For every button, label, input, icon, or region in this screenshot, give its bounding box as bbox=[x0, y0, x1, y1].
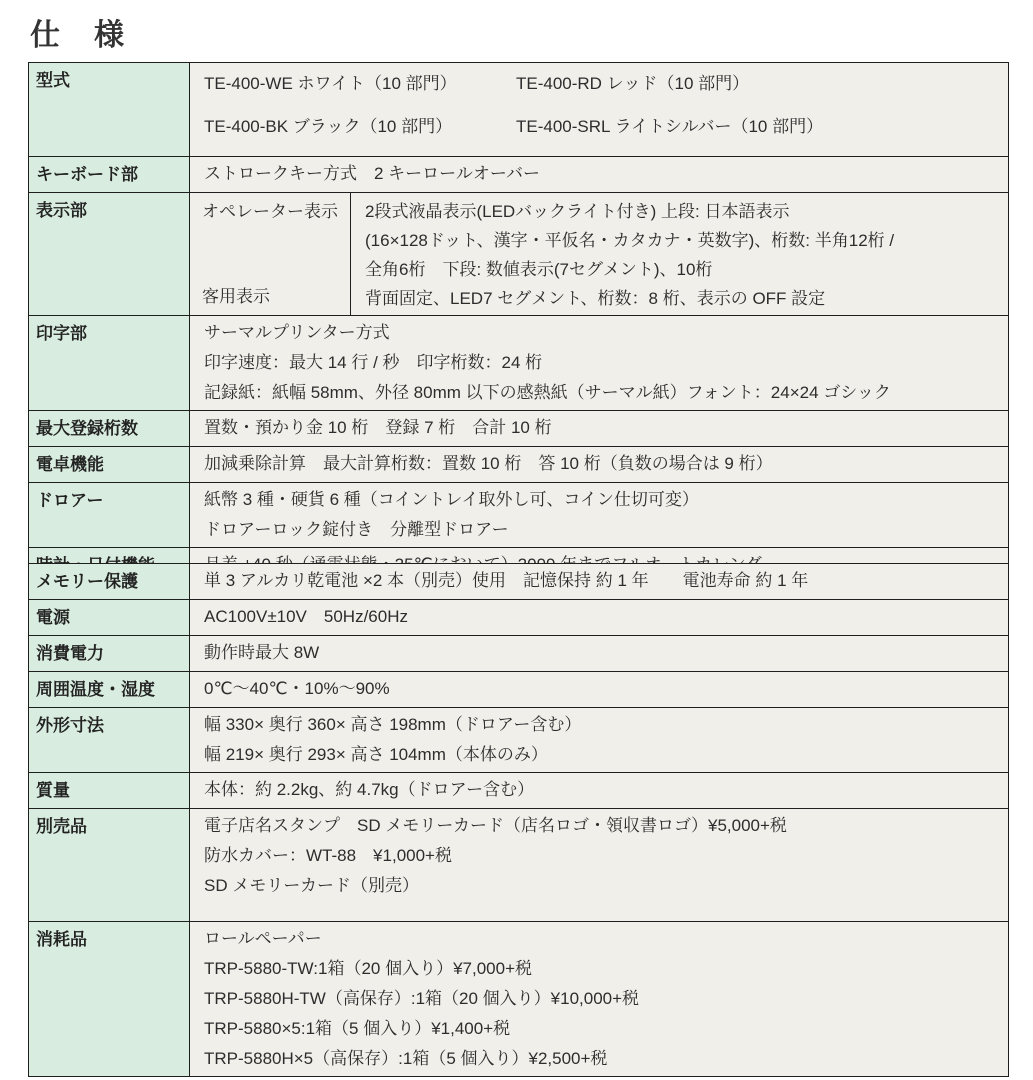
row-content bbox=[190, 564, 1008, 599]
row-content bbox=[190, 157, 1008, 192]
spec-line: 印字速度：最大 14 行 / 秒 印字桁数：24 桁 bbox=[204, 353, 543, 372]
spec-table-main bbox=[28, 62, 1009, 584]
spec-line: TRP-5880×5:1箱（5 個入り）¥1,400+税 bbox=[204, 1019, 511, 1038]
spec-table-secondary bbox=[28, 563, 1009, 1077]
row-content bbox=[190, 600, 1008, 635]
row-content bbox=[190, 316, 1008, 410]
row-content bbox=[190, 809, 1008, 921]
row-content bbox=[190, 411, 1008, 446]
row-label: 型式 bbox=[29, 63, 190, 156]
spec-line: 幅 219× 奥行 293× 高さ 104mm（本体のみ） bbox=[204, 745, 548, 764]
display-sub-labels bbox=[190, 193, 351, 315]
spec-line: (16×128ドット、漢字・平仮名・カタカナ・英数字)、桁数: 半角12桁 / bbox=[365, 231, 895, 250]
model-name: TE-400-BK ブラック（10 部門） bbox=[204, 117, 453, 136]
row-content bbox=[190, 63, 1008, 156]
row-drawer bbox=[29, 482, 1008, 547]
spec-line: TRP-5880H×5（高保存）:1箱（5 個入り）¥2,500+税 bbox=[204, 1049, 608, 1068]
model-name: TE-400-SRL ライトシルバー（10 部門） bbox=[516, 117, 824, 136]
spec-line: 置数・預かり金 10 桁 登録 7 桁 合計 10 桁 bbox=[204, 418, 552, 437]
row-optional-items bbox=[29, 808, 1008, 921]
row-label: 外形寸法 bbox=[29, 708, 190, 772]
spec-line: ドロアーロック錠付き 分離型ドロアー bbox=[204, 520, 509, 539]
spec-line: 0℃～40℃・10%～90% bbox=[204, 679, 390, 698]
row-content bbox=[351, 193, 1008, 315]
spec-line: ストロークキー方式 2 キーロールオーバー bbox=[204, 164, 540, 183]
spec-line: SD メモリーカード（別売） bbox=[204, 876, 419, 895]
row-label: メモリー保護 bbox=[29, 564, 190, 599]
spec-line: 紙幣 3 種・硬貨 6 種（コイントレイ取外し可、コイン仕切可変） bbox=[204, 490, 699, 509]
spec-line: 本体：約 2.2kg、約 4.7kg（ドロアー含む） bbox=[204, 780, 535, 799]
row-memory-protection bbox=[29, 564, 1008, 599]
row-label: キーボード部 bbox=[29, 157, 190, 192]
spec-line: サーマルプリンター方式 bbox=[204, 323, 390, 342]
row-weight bbox=[29, 772, 1008, 808]
row-power-consumption bbox=[29, 635, 1008, 671]
spec-line: 2段式液晶表示(LEDバックライト付き) 上段: 日本語表示 bbox=[365, 202, 790, 221]
spec-line: 動作時最大 8W bbox=[204, 643, 320, 662]
row-printer bbox=[29, 315, 1008, 410]
row-content bbox=[190, 483, 1008, 547]
row-display bbox=[29, 192, 1008, 315]
row-max-digits bbox=[29, 410, 1008, 446]
row-label: ドロアー bbox=[29, 483, 190, 547]
spec-line: 単 3 アルカリ乾電池 ×2 本（別売）使用 記憶保持 約 1 年 電池寿命 約 1 年 bbox=[204, 571, 809, 590]
row-label: 消耗品 bbox=[29, 922, 190, 1076]
spec-line: 加減乗除計算 最大計算桁数：置数 10 桁 答 10 桁（負数の場合は 9 桁） bbox=[204, 454, 773, 473]
row-content bbox=[190, 636, 1008, 671]
row-consumables bbox=[29, 921, 1008, 1076]
page-title: 仕 様 bbox=[30, 19, 126, 52]
row-label: 消費電力 bbox=[29, 636, 190, 671]
spec-line: 背面固定、LED7 セグメント、桁数：8 桁、表示の OFF 設定 bbox=[365, 289, 826, 308]
sub-label-customer-display: 客用表示 bbox=[202, 287, 270, 306]
spec-line: 電子店名スタンプ SD メモリーカード（店名ロゴ・領収書ロゴ）¥5,000+税 bbox=[204, 816, 787, 835]
row-keyboard bbox=[29, 156, 1008, 192]
row-calculator bbox=[29, 446, 1008, 482]
row-content bbox=[190, 447, 1008, 482]
row-label: 電卓機能 bbox=[29, 447, 190, 482]
row-label: 質量 bbox=[29, 773, 190, 808]
row-content bbox=[190, 922, 1008, 1076]
spec-line: TRP-5880H-TW（高保存）:1箱（20 個入り）¥10,000+税 bbox=[204, 989, 640, 1008]
row-label: 印字部 bbox=[29, 316, 190, 410]
model-name: TE-400-WE ホワイト（10 部門） bbox=[204, 74, 457, 93]
spec-line: 防水カバー：WT-88 ¥1,000+税 bbox=[204, 846, 452, 865]
row-model-type bbox=[29, 63, 1008, 156]
spec-line: 幅 330× 奥行 360× 高さ 198mm（ドロアー含む） bbox=[204, 715, 582, 734]
row-label: 電源 bbox=[29, 600, 190, 635]
row-content bbox=[190, 773, 1008, 808]
row-content bbox=[190, 708, 1008, 772]
spec-line: 全角6桁 下段: 数値表示(7セグメント)、10桁 bbox=[365, 260, 713, 279]
spec-line: TRP-5880-TW:1箱（20 個入り）¥7,000+税 bbox=[204, 959, 532, 978]
spec-line: AC100V±10V 50Hz/60Hz bbox=[204, 607, 408, 626]
row-label: 別売品 bbox=[29, 809, 190, 921]
sub-label-operator-display: オペレーター表示 bbox=[202, 202, 338, 221]
row-label: 周囲温度・湿度 bbox=[29, 672, 190, 707]
spec-line: 記録紙：紙幅 58mm、外径 80mm 以下の感熱紙（サーマル紙）フォント：24×24 ゴシック bbox=[204, 383, 891, 402]
row-ambient bbox=[29, 671, 1008, 707]
row-content bbox=[190, 672, 1008, 707]
row-dimensions bbox=[29, 707, 1008, 772]
model-name: TE-400-RD レッド（10 部門） bbox=[516, 74, 750, 93]
spec-line: ロールペーパー bbox=[204, 929, 322, 948]
row-label: 最大登録桁数 bbox=[29, 411, 190, 446]
row-label: 表示部 bbox=[29, 193, 190, 315]
row-power bbox=[29, 599, 1008, 635]
